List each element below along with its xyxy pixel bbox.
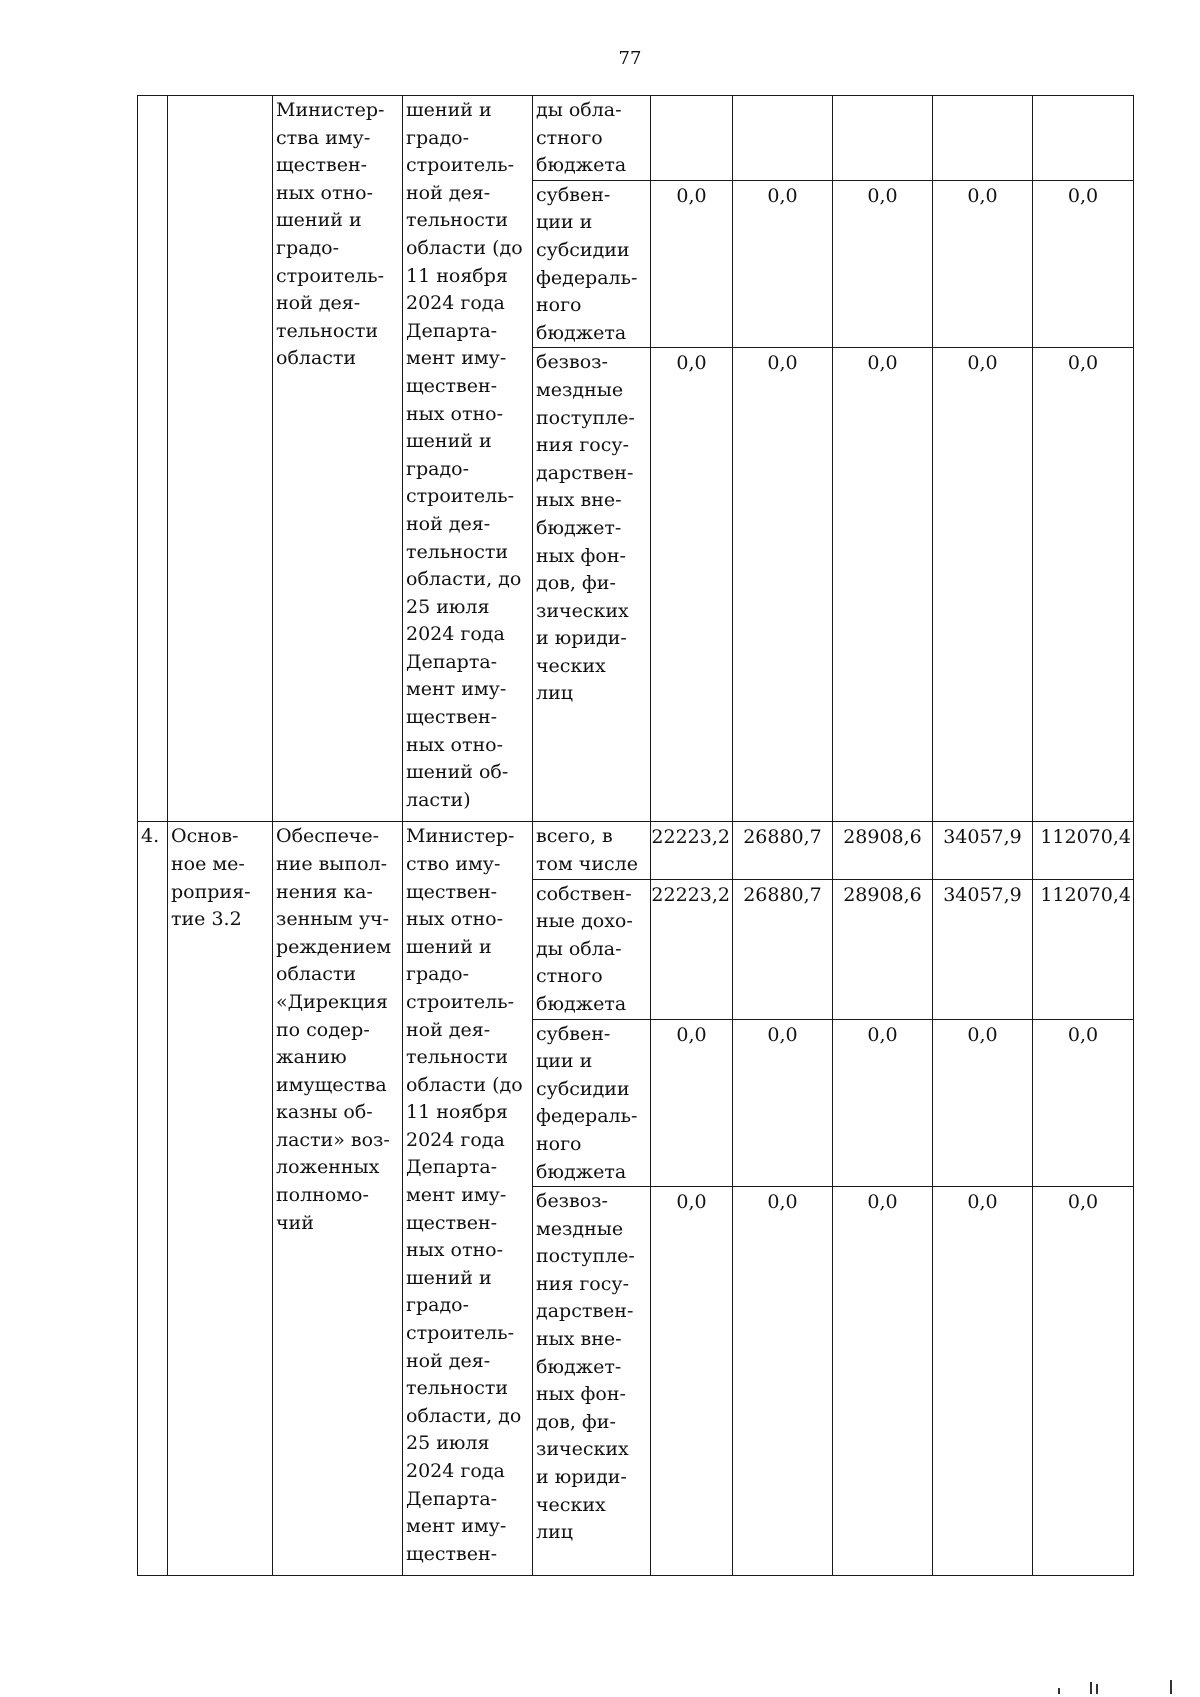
- cell-funding-source: безвоз- мездные поступле- ния госу- дарствен- ных вне- бюджет- ных фон- дов, фи- зических и юриди- ческих лиц: [533, 1187, 651, 1576]
- scan-artifact-marks: [1050, 1680, 1180, 1694]
- page-number: 77: [618, 48, 642, 69]
- cell-executor: Министер- ство иму- ществен- ных отно- шений и градо- строитель- ной дея- тельности области (до 11 ноября 2024 года Департа- мент иму- ществен- ных отно- шений и градо- строитель- ной дея- тельности области, до 25 июля 2024 года Департа- мент иму- ществен-: [403, 822, 533, 1576]
- cell-value: [933, 96, 1033, 181]
- cell-value: [1033, 96, 1134, 181]
- cell-funding-source: субвен- ции и субсидии федераль- ного бюджета: [533, 1019, 651, 1187]
- cell-value: 22223,2: [651, 879, 733, 1019]
- cell-value: [651, 96, 733, 181]
- table-row: [138, 822, 1134, 879]
- cell-value: 22223,2: [651, 822, 733, 879]
- cell-value: 0,0: [1033, 348, 1134, 822]
- cell-value: 0,0: [1033, 1187, 1134, 1576]
- cell-funding-source: субвен- ции и субсидии федераль- ного бюджета: [533, 180, 651, 348]
- cell-value: 26880,7: [733, 879, 833, 1019]
- cell-measure-name: [168, 96, 273, 822]
- cell-value: 0,0: [833, 1187, 933, 1576]
- cell-value: 0,0: [933, 348, 1033, 822]
- cell-description: Министер- ства иму- ществен- ных отно- шений и градо- строитель- ной дея- тельности области: [273, 96, 403, 822]
- table-row: [138, 96, 1134, 181]
- budget-table: [137, 95, 1134, 1576]
- cell-value: 0,0: [1033, 1019, 1134, 1187]
- cell-value: 0,0: [651, 1187, 733, 1576]
- cell-value: 0,0: [933, 1187, 1033, 1576]
- cell-measure-name: Основ- ное ме- роприя- тие 3.2: [168, 822, 273, 1576]
- cell-executor: шений и градо- строитель- ной дея- тельности области (до 11 ноября 2024 года Департа- мент иму- ществен- ных отно- шений и градо- строитель- ной дея- тельности области, до 25 июля 2024 года Департа- мент иму- ществен- ных отно- шений об- ласти): [403, 96, 533, 822]
- cell-value: 0,0: [733, 348, 833, 822]
- cell-value: 0,0: [651, 1019, 733, 1187]
- cell-funding-source: собствен- ные дохо- ды обла- стного бюджета: [533, 879, 651, 1019]
- cell-value: 28908,6: [833, 879, 933, 1019]
- cell-value: [833, 96, 933, 181]
- cell-funding-source: всего, в том числе: [533, 822, 651, 879]
- cell-value: 34057,9: [933, 879, 1033, 1019]
- cell-description: Обеспече- ние выпол- нения ка- зенным уч- реждением области «Дирекция по содер- жанию имущества казны об- ласти» воз- ложенных полномо- чий: [273, 822, 403, 1576]
- cell-value: 0,0: [1033, 180, 1134, 348]
- cell-value: 0,0: [733, 1187, 833, 1576]
- cell-value: [733, 96, 833, 181]
- cell-value: 0,0: [833, 348, 933, 822]
- cell-number: 4.: [138, 822, 168, 1576]
- cell-value: 28908,6: [833, 822, 933, 879]
- cell-funding-source: ды обла- стного бюджета: [533, 96, 651, 181]
- cell-value: 26880,7: [733, 822, 833, 879]
- cell-value: 0,0: [833, 1019, 933, 1187]
- cell-value: 34057,9: [933, 822, 1033, 879]
- cell-funding-source: безвоз- мездные поступле- ния госу- дарствен- ных вне- бюджет- ных фон- дов, фи- зических и юриди- ческих лиц: [533, 348, 651, 822]
- cell-value: 0,0: [833, 180, 933, 348]
- cell-value: 0,0: [651, 180, 733, 348]
- cell-value: 112070,4: [1033, 822, 1134, 879]
- cell-value: 0,0: [933, 1019, 1033, 1187]
- cell-number: [138, 96, 168, 822]
- cell-value: 0,0: [733, 1019, 833, 1187]
- cell-value: 0,0: [933, 180, 1033, 348]
- cell-value: 112070,4: [1033, 879, 1134, 1019]
- cell-value: 0,0: [733, 180, 833, 348]
- cell-value: 0,0: [651, 348, 733, 822]
